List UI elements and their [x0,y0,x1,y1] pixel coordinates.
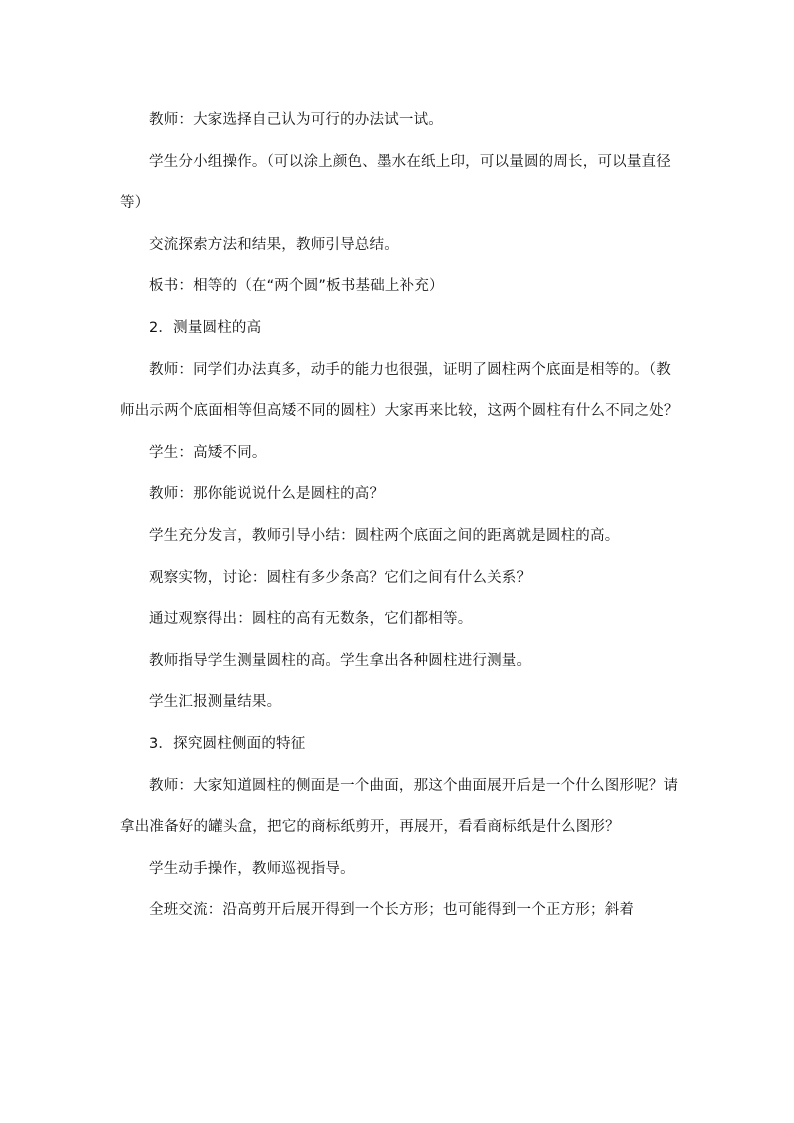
paragraph: 全班交流：沿高剪开后展开得到一个长方形；也可能得到一个正方形；斜着 [149,902,635,919]
section-heading: 2．测量圆柱的高 [149,319,262,336]
section-heading: 3．探究圆柱侧面的特征 [149,735,306,752]
paragraph: 教师：那你能说说什么是圆柱的高？ [149,486,385,503]
paragraph: 教师：大家知道圆柱的侧面是一个曲面，那这个曲面展开后是一个什么图形呢？请拿出准备好的罐头盒，把它的商标纸剪开，再展开，看看商标纸是什么图形？ [120,777,679,836]
paragraph: 通过观察得出：圆柱的高有无数条，它们都相等。 [149,611,473,628]
paragraph: 教师指导学生测量圆柱的高。学生拿出各种圆柱进行测量。 [149,652,532,669]
paragraph: 观察实物，讨论：圆柱有多少条高？它们之间有什么关系？ [149,569,532,586]
paragraph: 教师：同学们办法真多，动手的能力也很强，证明了圆柱两个底面是相等的。（教师出示两个底面相等但高矮不同的圆柱）大家再来比较，这两个圆柱有什么不同之处？ [120,361,679,420]
paragraph: 交流探索方法和结果，教师引导总结。 [149,236,399,253]
paragraph: 学生动手操作，教师巡视指导。 [149,860,355,877]
paragraph: 学生：高矮不同。 [149,444,267,461]
paragraph: 学生汇报测量结果。 [149,694,282,711]
document-body [120,100,680,932]
paragraph: 板书：相等的（在“两个圆”板书基础上补充） [149,278,444,295]
paragraph: 学生分小组操作。（可以涂上颜色、墨水在纸上印，可以量圆的周长，可以量直径等） [120,153,671,212]
paragraph: 教师：大家选择自己认为可行的办法试一试。 [149,112,443,128]
paragraph: 学生充分发言，教师引导小结：圆柱两个底面之间的距离就是圆柱的高。 [149,527,620,544]
